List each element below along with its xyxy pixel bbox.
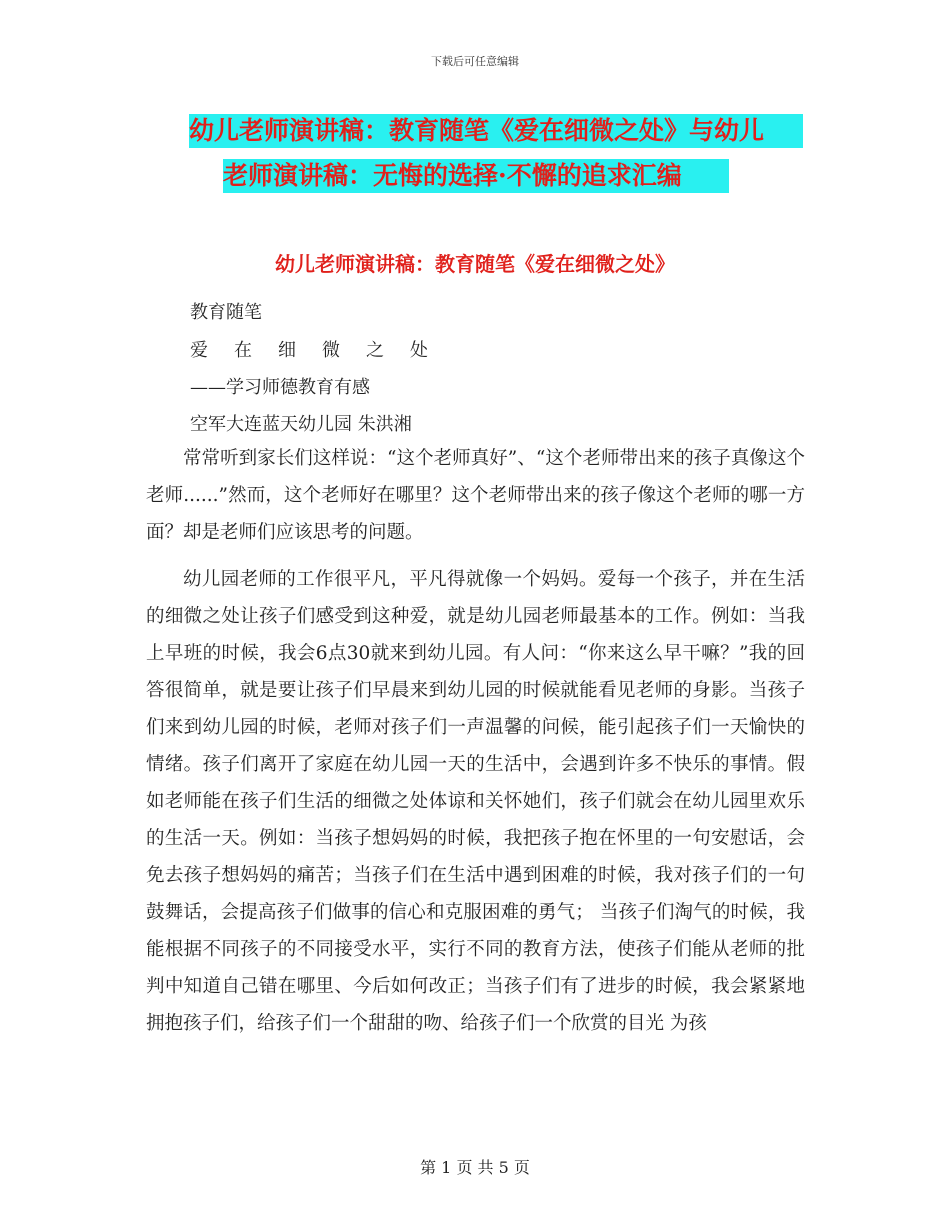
document-title-line-2: 老师演讲稿：无悔的选择·不懈的追求汇编 xyxy=(223,159,729,193)
essay-subtitle: ——学习师德教育有感 xyxy=(190,377,370,398)
section-title: 幼儿老师演讲稿：教育随笔《爱在细微之处》 xyxy=(275,252,675,276)
paragraph: 常常听到家长们这样说：“这个老师真好”、“这个老师带出来的孩子真像这个老师......”然而，这个老师好在哪里？这个老师带出来的孩子像这个老师的哪一方面？却是老师们应该思考的问题。 xyxy=(146,448,805,543)
essay-author: 空军大连蓝天幼儿园 朱洪湘 xyxy=(190,414,412,435)
document-title-line-1: 幼儿老师演讲稿：教育随笔《爱在细微之处》与幼儿 xyxy=(189,114,803,148)
essay-category: 教育随笔 xyxy=(190,302,262,323)
essay-title: 爱在细微之处 xyxy=(190,340,454,361)
page-header-note: 下载后可任意编辑 xyxy=(431,55,519,68)
paragraph: 幼儿园老师的工作很平凡，平凡得就像一个妈妈。爱每一个孩子，并在生活的细微之处让孩子们感受到这种爱，就是幼儿园老师最基本的工作。例如：当我上早班的时候，我会6点30就来到幼儿园。有人问：“你来这么早干嘛？”我的回答很简单，就是要让孩子们早晨来到幼儿园的时候就能看见老师的身影。当孩子们来到幼儿园的时候，老师对孩子们一声温馨的问候，能引起孩子们一天愉快的情绪。孩子们离开了家庭在幼儿园一天的生活中，会遇到许多不快乐的事情。假如老师能在孩子们生活的细微之处体谅和关怀她们，孩子们就会在幼儿园里欢乐的生活一天。例如：当孩子想妈妈的时候，我把孩子抱在怀里的一句安慰话，会免去孩子想妈妈的痛苦；当孩子们在生活中遇到困难的时候，我对孩子们的一句鼓舞话，会提高孩子们做事的信心和克服困难的勇气； 当孩子们淘气的时候，我能根据不同孩子的不同接受水平，实行不同的教育方法，使孩子们能从老师的批判中知道自己错在哪里、今后如何改正；当孩子们有了进步的时候，我会紧紧地拥抱孩子们，给孩子们一个甜甜的吻、给孩子们一个欣赏的目光 为孩 xyxy=(146,569,805,1034)
essay-body xyxy=(146,440,805,1052)
page-number: 第 1 页 共 5 页 xyxy=(420,1158,530,1177)
